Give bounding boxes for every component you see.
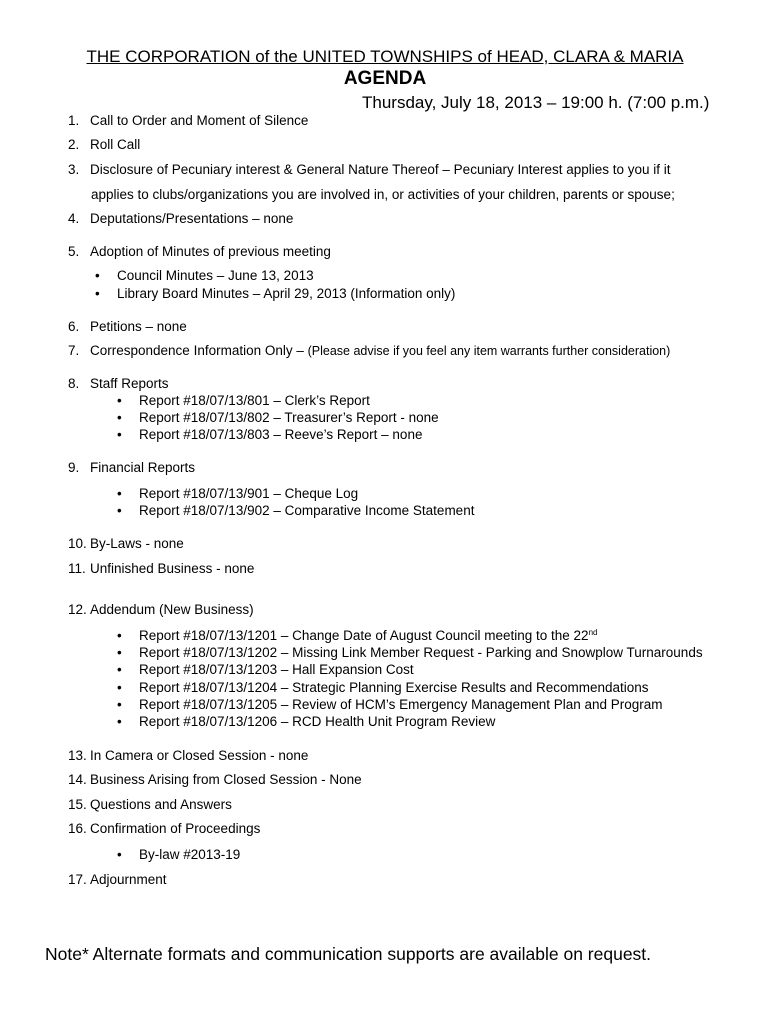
bullet-icon: • [117, 697, 122, 712]
bullet-text: Council Minutes – June 13, 2013 [117, 268, 314, 283]
agenda-item-11 [68, 561, 254, 577]
agenda-item-1 [68, 113, 308, 129]
item-number: 7. [68, 343, 80, 358]
item-text: Questions and Answers [90, 797, 232, 812]
item-number: 11. [68, 561, 86, 576]
bullet-text: Library Board Minutes – April 29, 2013 (Information only) [117, 286, 456, 301]
bullet-icon: • [117, 628, 122, 643]
list-item [117, 662, 414, 678]
item-text: Financial Reports [90, 460, 196, 475]
bullet-icon: • [117, 393, 122, 408]
bullet-text: Report #18/07/13/1204 – Strategic Planning Exercise Results and Recommendations [139, 680, 649, 695]
item-text: By-Laws - none [90, 536, 184, 551]
item-text: Adoption of Minutes of previous meeting [90, 244, 331, 259]
item-number: 13. [68, 748, 87, 763]
item-number: 2. [68, 137, 80, 152]
item-number: 8. [68, 376, 80, 391]
item-number: 17. [68, 872, 87, 887]
item-text: Deputations/Presentations – none [90, 211, 294, 226]
list-item [117, 486, 358, 502]
footer-note: Note* Alternate formats and communication supports are available on request. [45, 944, 652, 964]
agenda-item-17 [68, 872, 167, 888]
item-text: Unfinished Business - none [90, 561, 255, 576]
item-text: Call to Order and Moment of Silence [90, 113, 309, 128]
list-item [95, 286, 455, 302]
bullet-text: Report #18/07/13/901 – Cheque Log [139, 486, 359, 501]
bullet-icon: • [117, 662, 122, 677]
agenda-item-15 [68, 797, 232, 813]
agenda-item-16 [68, 821, 260, 837]
bullet-icon: • [117, 427, 122, 442]
item-number: 12. [68, 602, 87, 617]
bullet-text: Report #18/07/13/1201 – Change Date of August Council meeting to the 22 [139, 628, 589, 643]
bullet-icon: • [117, 714, 122, 729]
bullet-icon: • [95, 286, 100, 301]
bullet-text: Report #18/07/13/1205 – Review of HCM’s Emergency Management Plan and Program [139, 697, 663, 712]
item-number: 6. [68, 319, 80, 334]
agenda-item-4 [68, 211, 293, 227]
item-text: Addendum (New Business) [90, 602, 254, 617]
item-text: Adjournment [90, 872, 167, 887]
list-item [117, 410, 439, 426]
agenda-item-3-continuation: applies to clubs/organizations you are involved in, or activities of your children, parents or spouse; [91, 187, 675, 202]
list-item [117, 714, 495, 730]
bullet-icon: • [117, 486, 122, 501]
bullet-text: Report #18/07/13/1206 – RCD Health Unit Program Review [139, 714, 496, 729]
list-item [117, 645, 703, 661]
item-number: 9. [68, 460, 80, 475]
list-item [117, 393, 370, 409]
item-text: Roll Call [90, 137, 141, 152]
item-text: In Camera or Closed Session - none [90, 748, 309, 763]
bullet-text: Report #18/07/13/1202 – Missing Link Member Request - Parking and Snowplow Turnarounds [139, 645, 703, 660]
bullet-text: Report #18/07/13/801 – Clerk’s Report [139, 393, 370, 408]
agenda-title: AGENDA [343, 68, 427, 89]
agenda-item-8 [68, 376, 169, 392]
item-number: 14. [68, 772, 87, 787]
item-text: Disclosure of Pecuniary interest & General Nature Thereof – Pecuniary Interest applies to you if it [90, 162, 671, 177]
item-number: 3. [68, 162, 80, 177]
bullet-text: Report #18/07/13/902 – Comparative Income Statement [139, 503, 475, 518]
bullet-icon: • [95, 268, 100, 283]
item-text: Staff Reports [90, 376, 169, 391]
agenda-item-6 [68, 319, 187, 335]
item-text: Confirmation of Proceedings [90, 821, 261, 836]
list-item [117, 503, 474, 519]
item-text: Correspondence Information Only – [90, 343, 308, 358]
corporation-title: THE CORPORATION of the UNITED TOWNSHIPS of HEAD, CLARA & MARIA [86, 47, 684, 66]
agenda-item-7 [68, 343, 670, 359]
bullet-icon: • [117, 645, 122, 660]
agenda-item-5 [68, 244, 331, 260]
item-text: Petitions – none [90, 319, 187, 334]
bullet-text: By-law #2013-19 [139, 847, 241, 862]
list-item [117, 697, 663, 713]
meeting-date: Thursday, July 18, 2013 – 19:00 h. (7:00 p.m.) [362, 93, 710, 112]
bullet-icon: • [117, 410, 122, 425]
agenda-item-10 [68, 536, 184, 552]
agenda-item-12 [68, 602, 254, 618]
bullet-icon: • [117, 680, 122, 695]
agenda-item-3 [68, 162, 671, 178]
list-item [117, 847, 240, 863]
agenda-item-9 [68, 460, 195, 476]
bullet-icon: • [117, 503, 122, 518]
list-item [95, 268, 314, 284]
list-item [117, 427, 422, 443]
item-number: 1. [68, 113, 80, 128]
item-text: Business Arising from Closed Session - None [90, 772, 362, 787]
agenda-item-13 [68, 748, 308, 764]
list-item [117, 680, 649, 696]
bullet-text: Report #18/07/13/1203 – Hall Expansion Cost [139, 662, 414, 677]
bullet-icon: • [117, 847, 122, 862]
bullet-text: Report #18/07/13/803 – Reeve’s Report – none [139, 427, 423, 442]
ordinal-suffix: nd [588, 628, 598, 637]
item-number: 15. [68, 797, 87, 812]
list-item [117, 628, 597, 644]
agenda-item-2 [68, 137, 140, 153]
bullet-text: Report #18/07/13/802 – Treasurer’s Report - none [139, 410, 439, 425]
item-note: (Please advise if you feel any item warrants further consideration) [307, 344, 671, 358]
item-number: 10. [68, 536, 87, 551]
item-number: 5. [68, 244, 80, 259]
item-number: 16. [68, 821, 87, 836]
agenda-item-14 [68, 772, 362, 788]
item-number: 4. [68, 211, 80, 226]
